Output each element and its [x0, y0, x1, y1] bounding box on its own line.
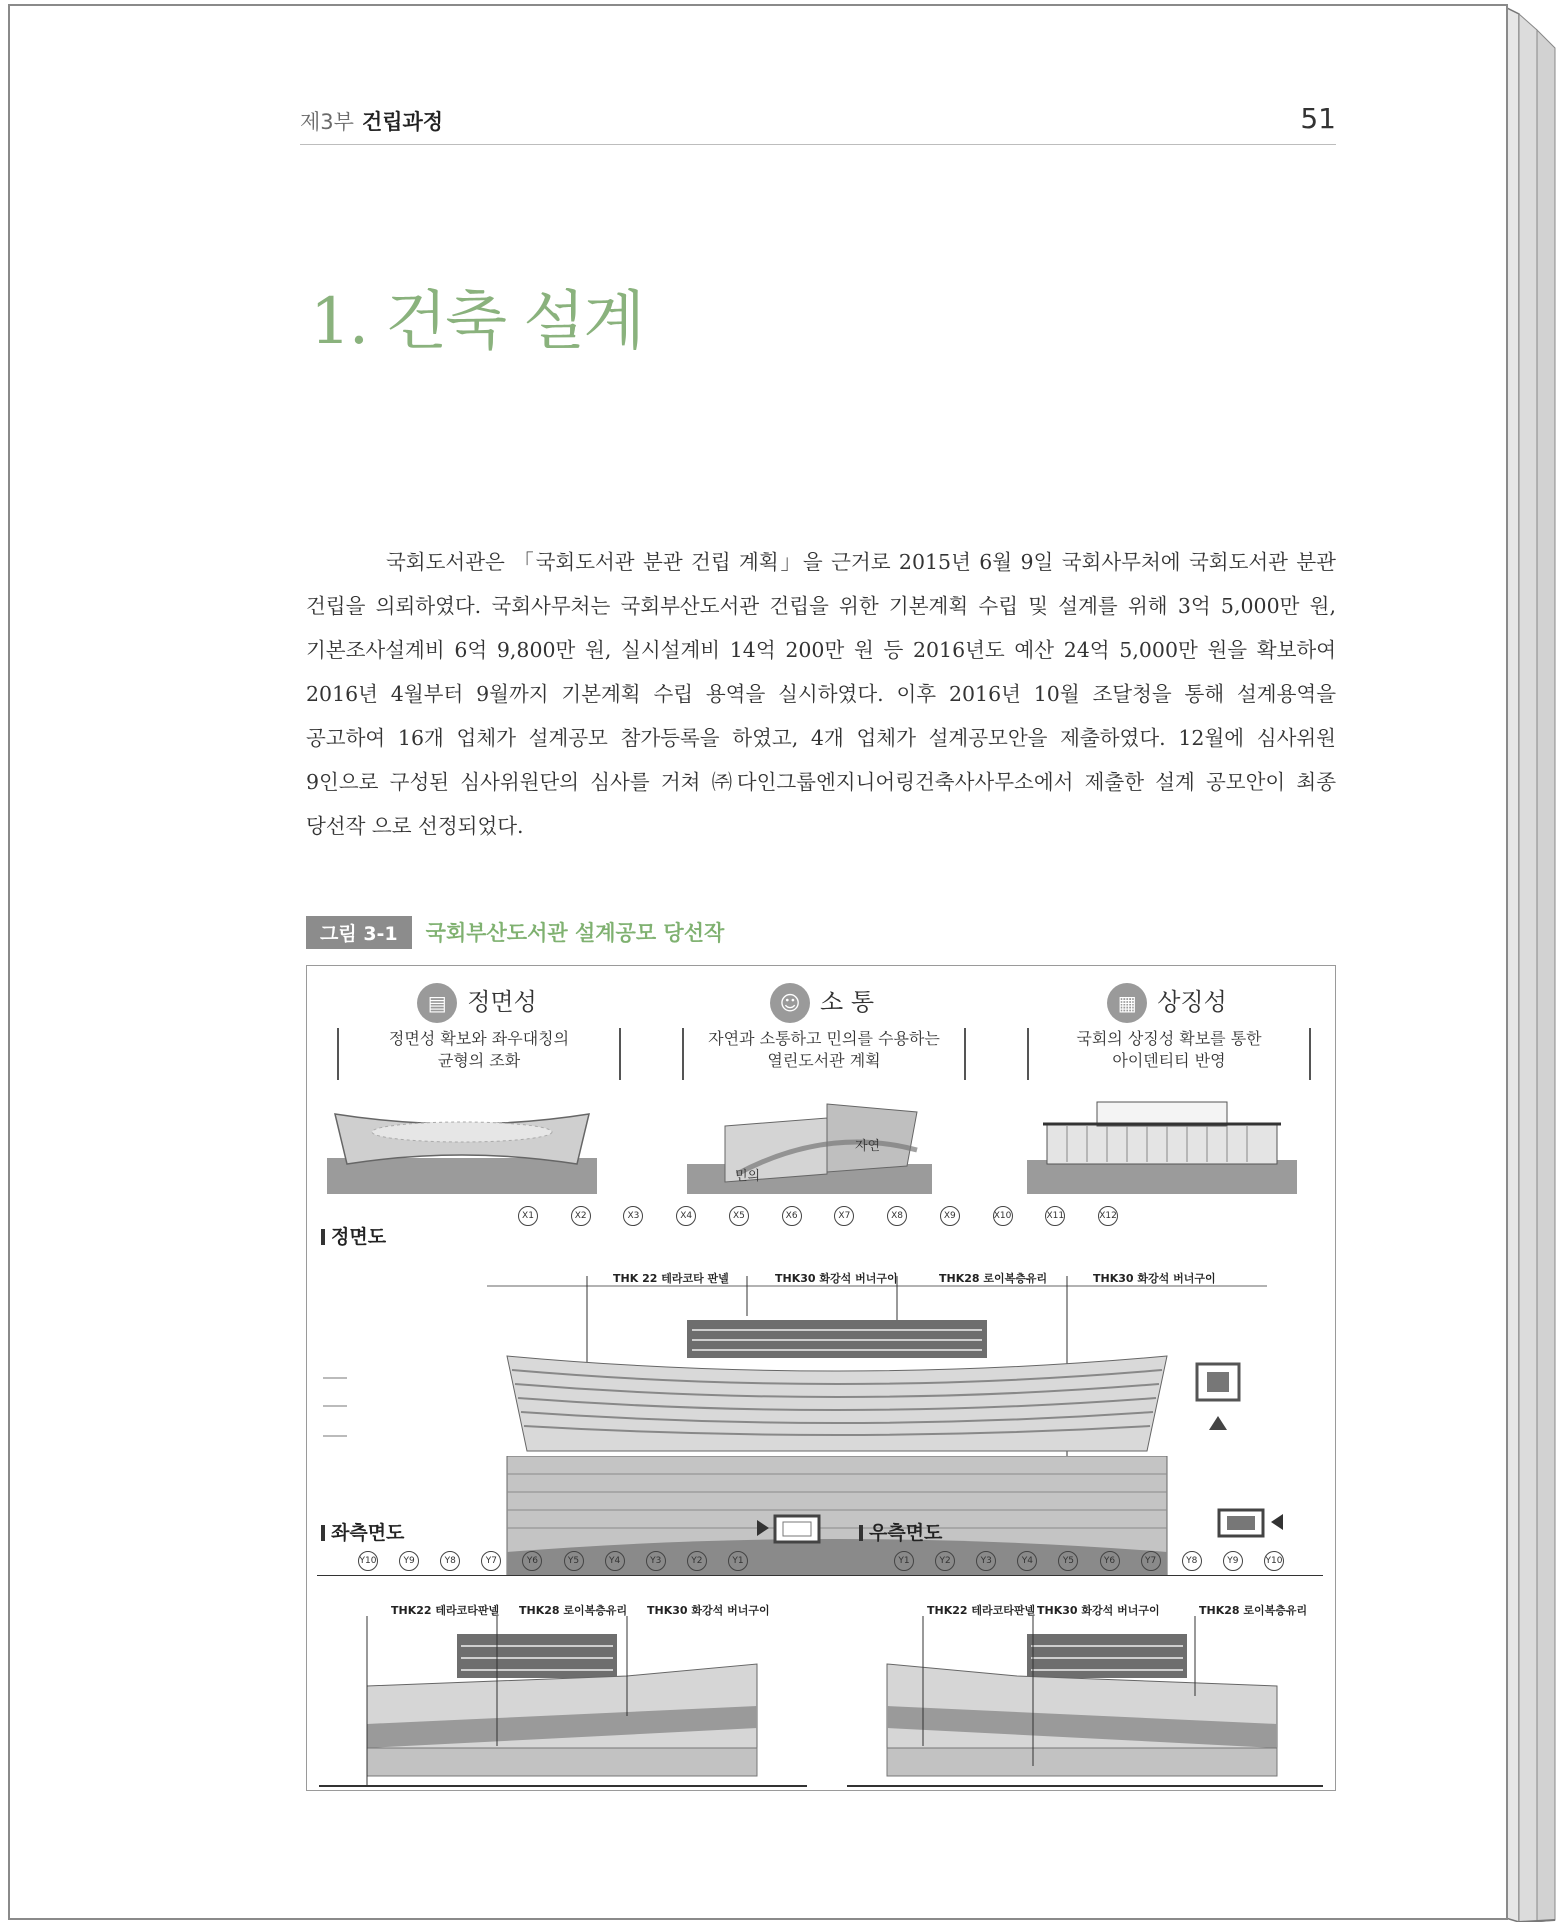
axis-marker: Y10 [1264, 1551, 1284, 1571]
paragraph-line: 건립을 의뢰하였다. 국회사무처는 국회부산도서관 건립을 위한 기본계획 수립 및 설계를 위해 3억 5,000만 원, [306, 594, 1336, 618]
axis-marker: X11 [1045, 1206, 1065, 1226]
concept-desc-line: 균형의 조화 [437, 1051, 521, 1070]
axis-marker: Y2 [687, 1551, 707, 1571]
figure-caption [306, 916, 724, 948]
concept-heading [307, 982, 647, 1023]
right-side-label: THK30 화강석 버너구이 [1037, 1604, 1160, 1617]
paragraph-line: 기본조사설계비 6억 9,800만 원, 실시설계비 14억 200만 원 등 2016년도 예산 24억 5,000만 원을 확보하여 [306, 638, 1336, 662]
page-number: 51 [1300, 102, 1336, 135]
book-icon: ▦ [1107, 983, 1147, 1023]
figure-drawing [306, 965, 1336, 1791]
paragraph-line: 국회도서관은 「국회도서관 분관 건립 계획」을 근거로 2015년 6월 9일 국회사무처에 국회도서관 분관 [386, 550, 1336, 574]
concept-title: 소 통 [820, 988, 874, 1016]
axis-marker: Y9 [1223, 1551, 1243, 1571]
sketch-label-left: 민의 [735, 1169, 761, 1184]
concept-desc-line: 아이덴티티 반영 [1112, 1051, 1226, 1070]
axis-marker: X10 [993, 1206, 1013, 1226]
front-elevation-title: 정면도 [321, 1222, 386, 1249]
symbolism-sketch [1027, 1102, 1297, 1194]
paragraph-line: 9인으로 구성된 심사위원단의 심사를 거쳐 ㈜다인그룹엔지니어링건축사사무소에서 제출한 설계 공모안이 최종 [306, 770, 1336, 794]
right-side-label: THK22 테라코타판넬 [927, 1604, 1036, 1617]
paragraph-line: 2016년 4월부터 9월까지 기본계획 수립 용역을 실시하였다. 이후 2016년 10월 조달청을 통해 설계용역을 [306, 682, 1336, 706]
axis-marker: X12 [1098, 1206, 1118, 1226]
concept-desc-line: 국회의 상징성 확보를 통한 [1076, 1029, 1262, 1048]
axis-marker: X1 [518, 1206, 538, 1226]
part-title: 건립과정 [361, 110, 444, 134]
paragraph-line: 공고하여 16개 업체가 설계공모 참가등록을 하였고, 4개 업체가 설계공모안을 제출하였다. 12월에 심사위원 [306, 726, 1336, 750]
frontality-sketch [327, 1114, 597, 1194]
paragraph-line: 당선작 으로 선정되었다. [306, 814, 524, 838]
front-label: THK 22 테라코타 판넬 [613, 1272, 729, 1285]
running-header [300, 100, 1336, 145]
part-number: 제3부 [300, 110, 354, 134]
concept-title: 상징성 [1157, 988, 1227, 1016]
axis-marker: Y4 [1017, 1551, 1037, 1571]
axis-marker: Y6 [1100, 1551, 1120, 1571]
concept-desc-line: 정면성 확보와 좌우대칭의 [388, 1029, 570, 1048]
right-side-label: THK28 로이복층유리 [1199, 1604, 1308, 1617]
axis-marker: Y1 [728, 1551, 748, 1571]
body-paragraph [306, 540, 1336, 848]
axis-marker: Y5 [1058, 1551, 1078, 1571]
axis-marker: Y3 [646, 1551, 666, 1571]
axis-marker: Y8 [440, 1551, 460, 1571]
right-elevation-title: 우측면도 [859, 1518, 942, 1545]
concept-title: 정면성 [467, 988, 537, 1016]
concept-heading [997, 982, 1337, 1023]
concept-desc-line: 자연과 소통하고 민의를 수용하는 [708, 1029, 940, 1048]
concept-description [337, 1028, 621, 1080]
axis-marker: X2 [571, 1206, 591, 1226]
side-elevations-drawing [307, 1616, 1335, 1790]
front-label: THK30 화강석 버너구이 [1093, 1272, 1216, 1285]
axis-marker: Y6 [522, 1551, 542, 1571]
axis-marker: Y4 [605, 1551, 625, 1571]
front-elevation-drawing [307, 1256, 1335, 1456]
axis-marker: X7 [834, 1206, 854, 1226]
axis-marker: Y7 [1141, 1551, 1161, 1571]
communication-sketch [687, 1104, 932, 1194]
left-elevation-title: 좌측면도 [321, 1518, 404, 1545]
left-side-label: THK30 화강석 버너구이 [647, 1604, 770, 1617]
left-side-label: THK22 테라코타판넬 [391, 1604, 500, 1617]
left-view-indicator [757, 1514, 827, 1544]
axis-marker: Y5 [564, 1551, 584, 1571]
axis-marker: Y10 [358, 1551, 378, 1571]
sketch-label-right: 자연 [855, 1139, 881, 1154]
part-label [300, 106, 443, 136]
concept-sketches [307, 1086, 1335, 1196]
axis-marker: X4 [676, 1206, 696, 1226]
people-icon: ☺ [770, 983, 810, 1023]
axis-marker: X5 [729, 1206, 749, 1226]
front-label: THK30 화강석 버너구이 [775, 1272, 898, 1285]
section-title: 1. 건축 설계 [310, 285, 644, 359]
right-view-indicator [1217, 1508, 1287, 1538]
figure-caption-text: 국회부산도서관 설계공모 당선작 [425, 921, 725, 945]
concept-description [682, 1028, 966, 1080]
axis-marker: Y3 [976, 1551, 996, 1571]
concept-heading [652, 982, 992, 1023]
axis-marker: Y7 [481, 1551, 501, 1571]
axis-marker: X8 [887, 1206, 907, 1226]
axis-marker: X6 [782, 1206, 802, 1226]
concept-description [1027, 1028, 1311, 1080]
axis-marker: Y2 [935, 1551, 955, 1571]
concept-desc-line: 열린도서관 계획 [767, 1051, 881, 1070]
axis-marker: X3 [623, 1206, 643, 1226]
building-icon: ▤ [417, 983, 457, 1023]
left-side-label: THK28 로이복층유리 [519, 1604, 628, 1617]
front-label: THK28 로이복층유리 [939, 1272, 1048, 1285]
axis-marker: Y9 [399, 1551, 419, 1571]
axis-marker: Y1 [894, 1551, 914, 1571]
axis-marker: X9 [940, 1206, 960, 1226]
axis-marker: Y8 [1182, 1551, 1202, 1571]
figure-number: 그림 3-1 [306, 916, 412, 949]
